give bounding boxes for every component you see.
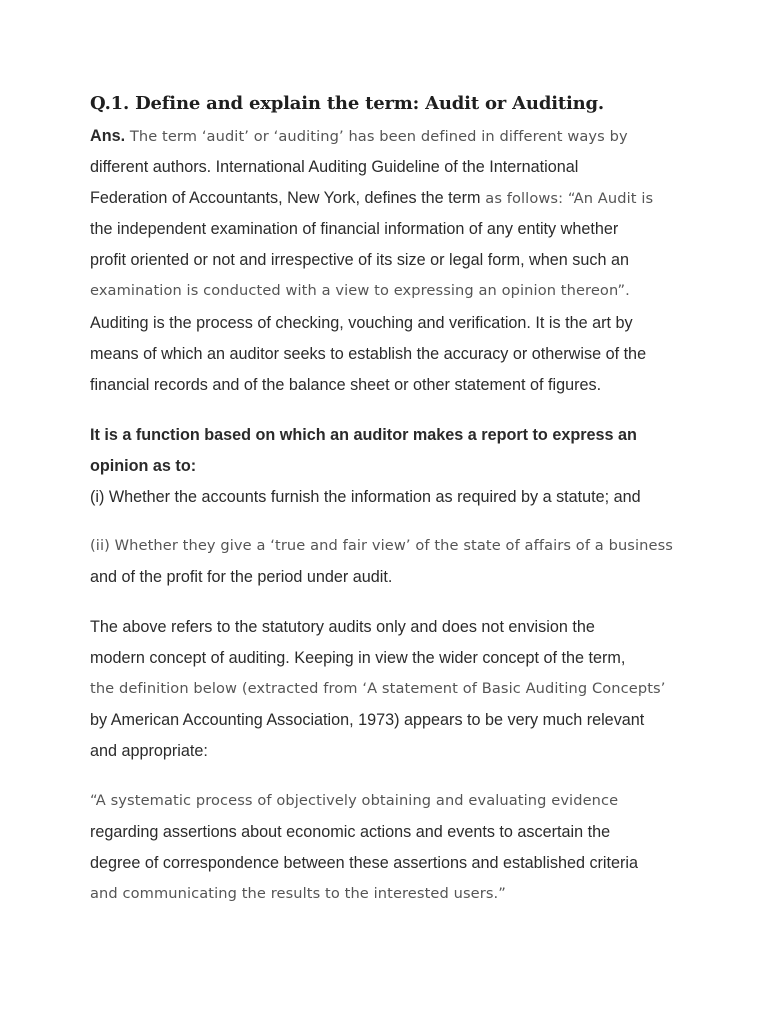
para1-line7: Auditing is the process of checking, vouching and verification. It is the art by [90, 314, 633, 332]
para1-line1-text: The term ‘audit’ or ‘auditing’ has been defined in different ways by [125, 128, 628, 145]
para1-line8: means of which an auditor seeks to establish the accuracy or otherwise of the [90, 345, 647, 363]
quote-line1: “A systematic process of objectively obtaining and evaluating evidence [90, 792, 619, 809]
para1-line5: profit oriented or not and irrespective of its size or legal form, when such an [90, 251, 629, 269]
para1-line2: different authors. International Auditing Guideline of the International [90, 158, 579, 176]
para3-line5: and appropriate: [90, 742, 208, 760]
quote-line3: degree of correspondence between these assertions and established criteria [90, 854, 639, 872]
quote-line2: regarding assertions about economic actions and events to ascertain the [90, 823, 611, 841]
para3-line4: by American Accounting Association, 1973) appears to be very much relevant [90, 711, 645, 729]
para3-line2: modern concept of auditing. Keeping in view the wider concept of the term, [90, 649, 626, 667]
para3-line3: the definition below (extracted from ‘A statement of Basic Auditing Concepts’ [90, 680, 666, 697]
para1-line3-b: as follows: “An Audit is [480, 190, 654, 207]
question-heading: Q.1. Define and explain the term: Audit or Auditing. [90, 93, 604, 114]
para1-line9: financial records and of the balance sheet or other statement of figures. [90, 376, 602, 394]
para1-line6: examination is conducted with a view to expressing an opinion thereon”. [90, 282, 630, 299]
para2-line2: opinion as to: [90, 457, 197, 475]
para2-item1: (i) Whether the accounts furnish the information as required by a statute; and [90, 488, 641, 506]
para2-item2-b: and of the profit for the period under audit. [90, 568, 393, 586]
para1-line1 [90, 126, 628, 147]
para1-line4: the independent examination of financial information of any entity whether [90, 220, 619, 238]
ans-label: Ans. [90, 127, 126, 145]
quote-line4: and communicating the results to the interested users.” [90, 885, 506, 902]
para2-item2-a: (ii) Whether they give a ‘true and fair view’ of the state of affairs of a business [90, 537, 673, 554]
para2-line1: It is a function based on which an auditor makes a report to express an [90, 426, 637, 444]
para1-line3 [90, 188, 653, 209]
para3-line1: The above refers to the statutory audits only and does not envision the [90, 618, 595, 636]
para1-line3-a: Federation of Accountants, New York, defines the term [90, 189, 481, 207]
